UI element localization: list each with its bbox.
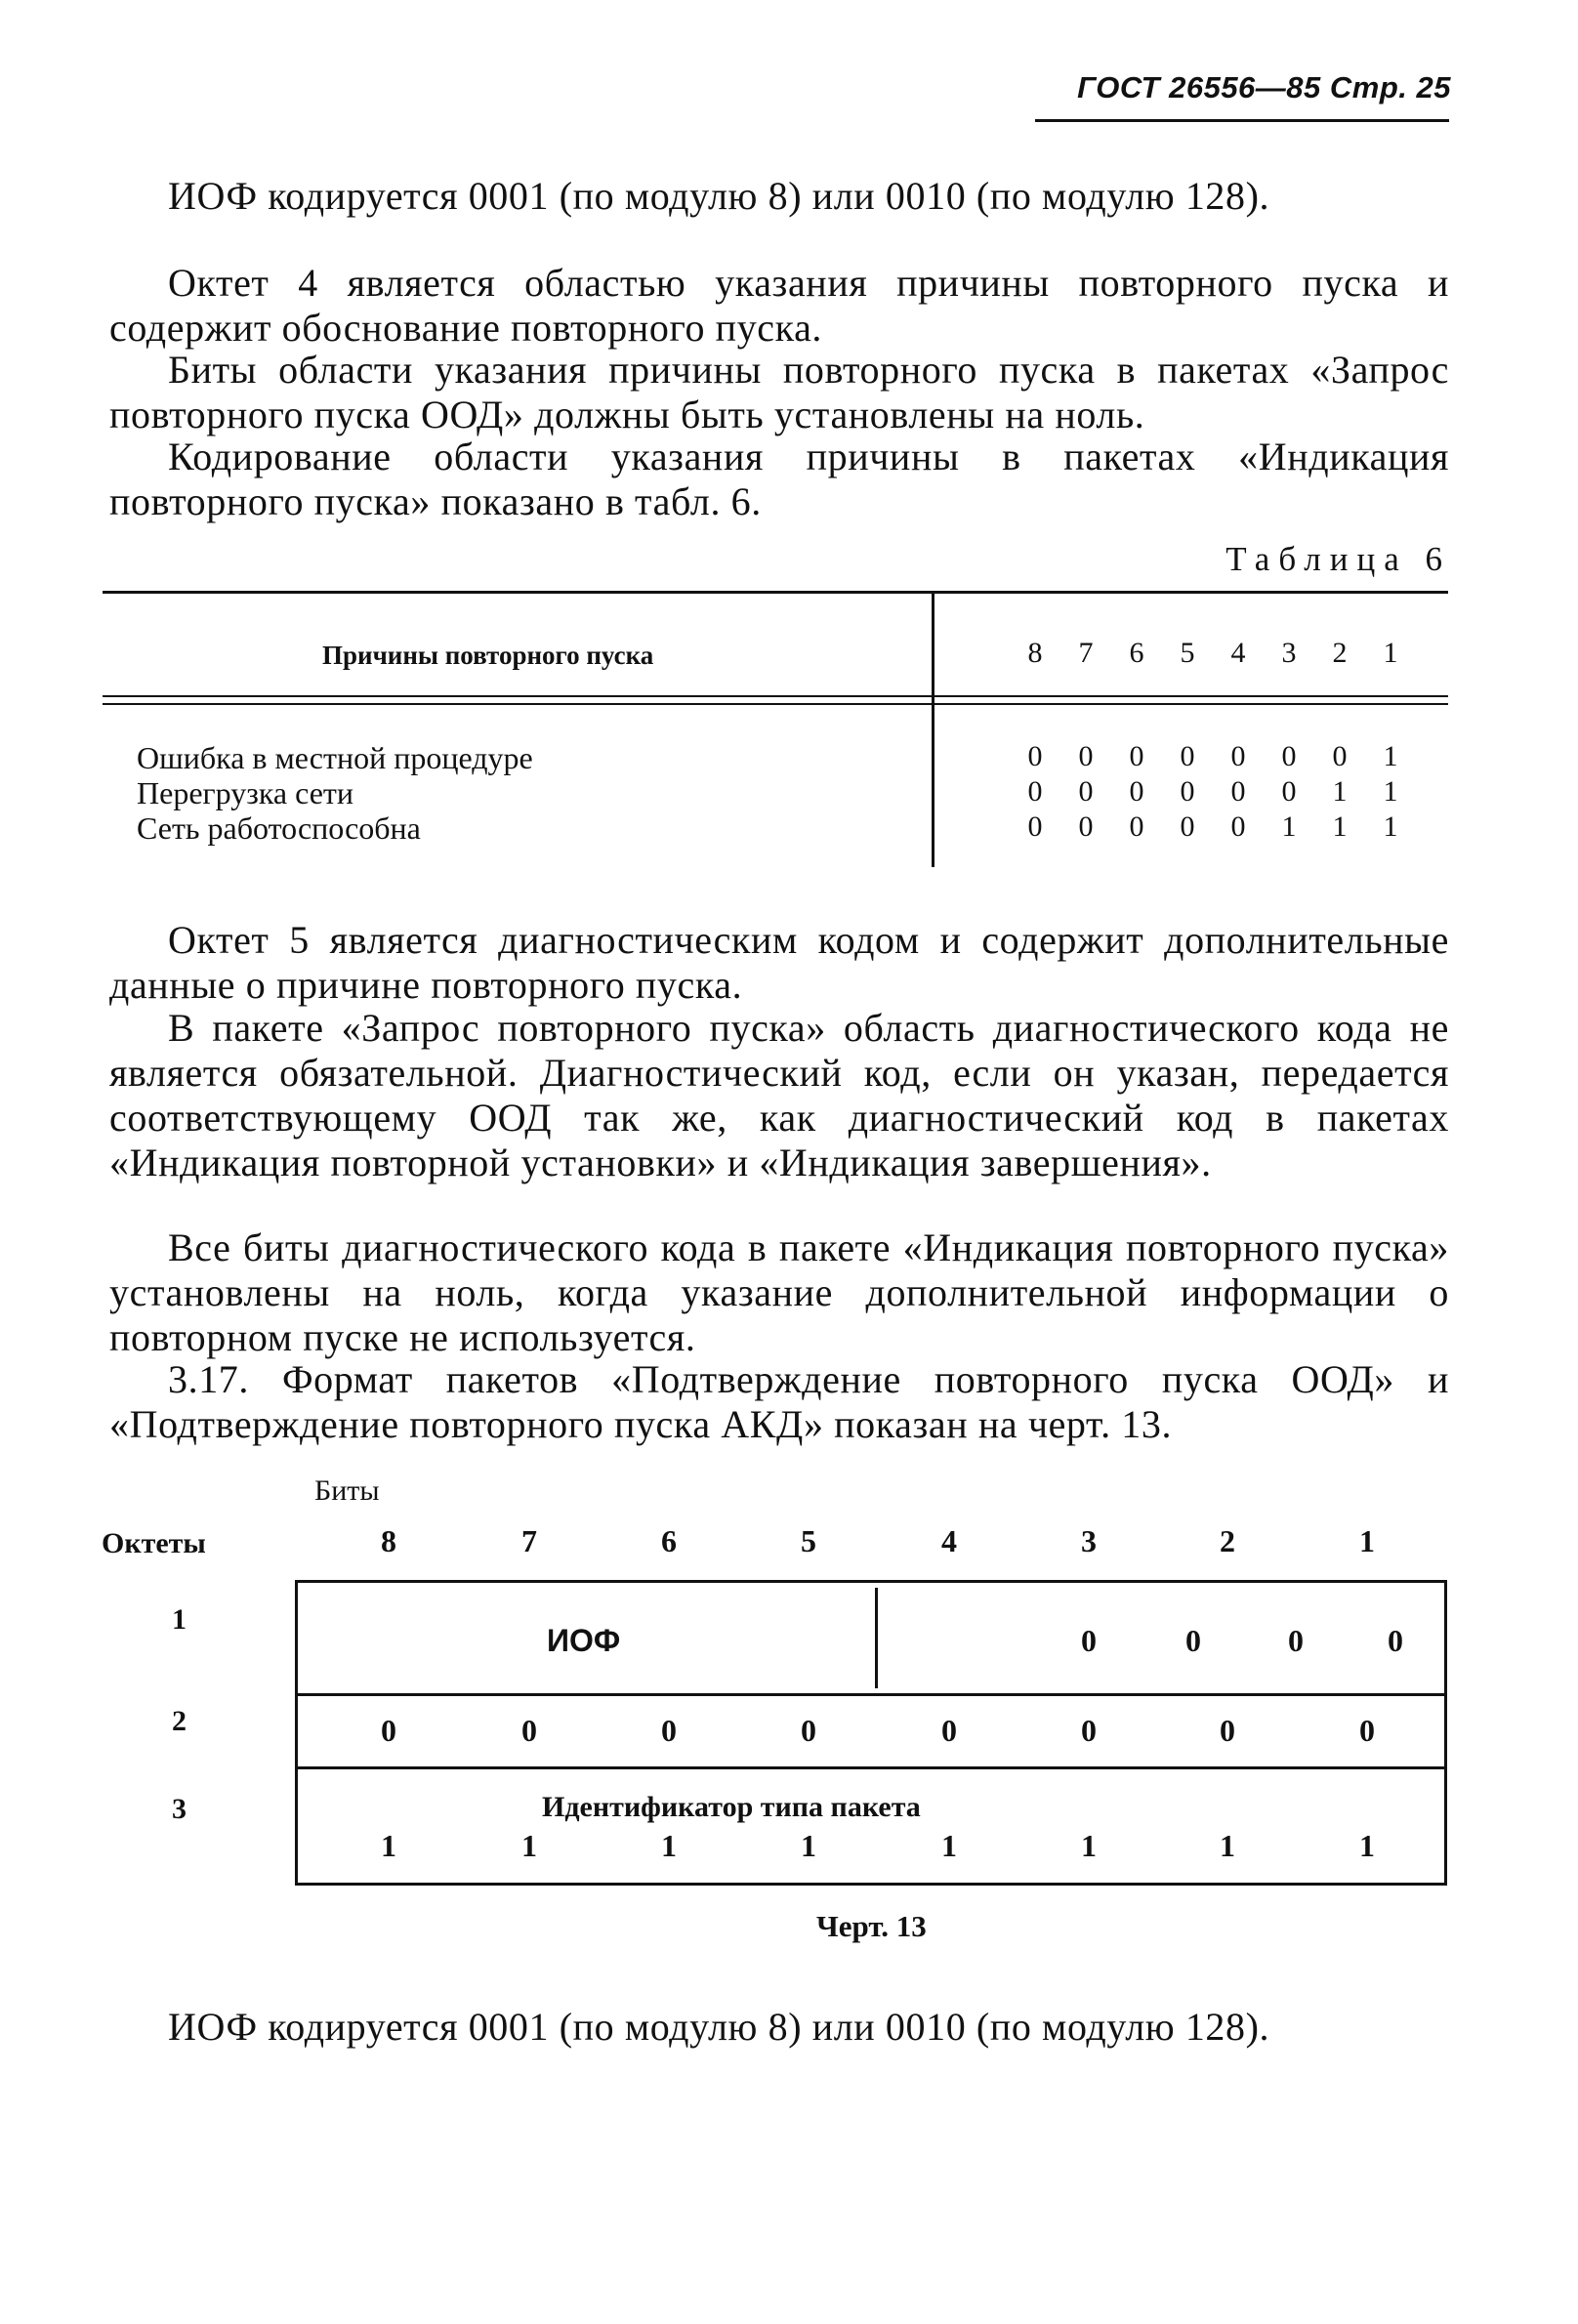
bit-value: 0 bbox=[1359, 1713, 1375, 1748]
paragraph: Биты области указания причины повторного пуска в пакетах «Запрос повторного пуска ООД» должны быть установлены на ноль. bbox=[109, 348, 1449, 436]
table-cell: 0 bbox=[1180, 740, 1195, 772]
table-cell: 1 bbox=[1383, 775, 1398, 808]
octets-label: Октеты bbox=[102, 1527, 206, 1559]
page-header: ГОСТ 26556—85 Стр. 25 bbox=[1077, 70, 1451, 104]
paragraph: 3.17. Формат пакетов «Подтверждение повторного пуска ООД» и «Подтверждение повторного пуска АКД» показан на черт. 13. bbox=[109, 1357, 1449, 1446]
bit-number: 4 bbox=[941, 1523, 957, 1558]
paragraph: ИОФ кодируется 0001 (по модулю 8) или 0010 (по модулю 128). bbox=[168, 174, 1270, 218]
table-cell: 1 bbox=[1383, 810, 1398, 843]
bit-value: 0 bbox=[1388, 1623, 1403, 1658]
diagram-rule bbox=[295, 1693, 1447, 1696]
table-header-cell: 8 bbox=[1027, 637, 1043, 669]
table-cell: 0 bbox=[1027, 775, 1043, 808]
diagram-rule bbox=[295, 1766, 1447, 1769]
table-header-cause: Причины повторного пуска bbox=[322, 641, 654, 670]
bit-value: 0 bbox=[661, 1713, 677, 1748]
table-cell: 0 bbox=[1027, 740, 1043, 772]
table-cell: 1 bbox=[1332, 775, 1348, 808]
table-cell-cause: Сеть работоспособна bbox=[137, 810, 421, 846]
table-cell: 1 bbox=[1383, 740, 1398, 772]
table-cell: 0 bbox=[1078, 810, 1094, 843]
paragraph: В пакете «Запрос повторного пуска» область диагностического кода не является обязательной. Диагностический код, если он указан, передается соответствующему ООД так же, как диагностический код в пакетах «Индикация повторной установки» и «Индикация завершения». bbox=[109, 1006, 1449, 1184]
table-cell: 0 bbox=[1078, 775, 1094, 808]
bit-number: 6 bbox=[661, 1523, 677, 1558]
bits-label: Биты bbox=[314, 1474, 380, 1507]
bit-value: 1 bbox=[941, 1828, 957, 1863]
table-header-cell: 7 bbox=[1078, 637, 1094, 669]
header-rule bbox=[1035, 119, 1449, 122]
bit-value: 0 bbox=[381, 1713, 396, 1748]
table-cell: 0 bbox=[1230, 810, 1246, 843]
table-cell: 0 bbox=[1180, 810, 1195, 843]
table-header-cell: 5 bbox=[1180, 637, 1195, 669]
paragraph: ИОФ кодируется 0001 (по модулю 8) или 0010 (по модулю 128). bbox=[168, 2005, 1270, 2049]
table-header-cell: 3 bbox=[1281, 637, 1297, 669]
bit-value: 1 bbox=[521, 1828, 537, 1863]
bit-value: 0 bbox=[521, 1713, 537, 1748]
figure-caption: Черт. 13 bbox=[816, 1909, 927, 1943]
table-cell: 0 bbox=[1230, 775, 1246, 808]
field-iof: ИОФ bbox=[547, 1623, 621, 1658]
diagram-field-divider bbox=[875, 1588, 878, 1688]
table-header-cell: 6 bbox=[1129, 637, 1144, 669]
bit-value: 1 bbox=[1359, 1828, 1375, 1863]
bit-number: 8 bbox=[381, 1523, 396, 1558]
bit-value: 0 bbox=[1081, 1713, 1097, 1748]
bit-value: 0 bbox=[1081, 1623, 1097, 1658]
bit-number: 2 bbox=[1220, 1523, 1235, 1558]
paragraph: Октет 4 является областью указания причины повторного пуска и содержит обоснование повторного пуска. bbox=[109, 261, 1449, 350]
packet-type-id-label: Идентификатор типа пакета bbox=[542, 1791, 921, 1823]
bit-number: 5 bbox=[801, 1523, 816, 1558]
bit-value: 1 bbox=[801, 1828, 816, 1863]
bit-value: 1 bbox=[661, 1828, 677, 1863]
table-cell: 0 bbox=[1332, 740, 1348, 772]
octet-number: 3 bbox=[172, 1793, 187, 1825]
table-cell: 1 bbox=[1332, 810, 1348, 843]
octet-number: 2 bbox=[172, 1705, 187, 1737]
table-cell: 0 bbox=[1027, 810, 1043, 843]
table-cell-cause: Ошибка в местной процедуре bbox=[137, 740, 533, 775]
table-header-cell: 2 bbox=[1332, 637, 1348, 669]
table-header-cell: 1 bbox=[1383, 637, 1398, 669]
bit-value: 0 bbox=[1220, 1713, 1235, 1748]
bit-value: 0 bbox=[941, 1713, 957, 1748]
bit-value: 0 bbox=[1288, 1623, 1304, 1658]
table-cell: 0 bbox=[1230, 740, 1246, 772]
paragraph: Октет 5 является диагностическим кодом и содержит дополнительные данные о причине повторного пуска. bbox=[109, 918, 1449, 1007]
bit-value: 1 bbox=[381, 1828, 396, 1863]
octet-number: 1 bbox=[172, 1603, 187, 1636]
table-divider bbox=[932, 594, 934, 867]
table-cell: 0 bbox=[1281, 740, 1297, 772]
paragraph: Все биты диагностического кода в пакете «Индикация повторного пуска» установлены на ноль, когда указание дополнительной информации о повторном пуске не используется. bbox=[109, 1225, 1449, 1359]
table-cell: 0 bbox=[1180, 775, 1195, 808]
diagram-rule bbox=[295, 1883, 1447, 1886]
table-header-rule bbox=[103, 703, 1448, 705]
paragraph: Кодирование области указания причины в пакетах «Индикация повторного пуска» показано в табл. 6. bbox=[109, 435, 1449, 523]
bit-number: 7 bbox=[521, 1523, 537, 1558]
bit-value: 1 bbox=[1081, 1828, 1097, 1863]
diagram-rule bbox=[295, 1580, 1447, 1583]
table-cell: 0 bbox=[1281, 775, 1297, 808]
diagram-border-left bbox=[295, 1580, 298, 1886]
bit-value: 0 bbox=[1185, 1623, 1201, 1658]
bit-number: 3 bbox=[1081, 1523, 1097, 1558]
table-header-rule bbox=[103, 695, 1448, 697]
table-caption: Таблица 6 bbox=[1225, 540, 1451, 578]
bit-value: 1 bbox=[1220, 1828, 1235, 1863]
table-top-rule bbox=[103, 591, 1448, 594]
table-cell: 0 bbox=[1129, 810, 1144, 843]
table-cell: 0 bbox=[1078, 740, 1094, 772]
table-header-cell: 4 bbox=[1230, 637, 1246, 669]
bit-number: 1 bbox=[1359, 1523, 1375, 1558]
bit-value: 0 bbox=[801, 1713, 816, 1748]
table-cell: 1 bbox=[1281, 810, 1297, 843]
diagram-border-right bbox=[1444, 1580, 1447, 1886]
table-cell: 0 bbox=[1129, 740, 1144, 772]
table-cell: 0 bbox=[1129, 775, 1144, 808]
table-cell-cause: Перегрузка сети bbox=[137, 775, 354, 810]
